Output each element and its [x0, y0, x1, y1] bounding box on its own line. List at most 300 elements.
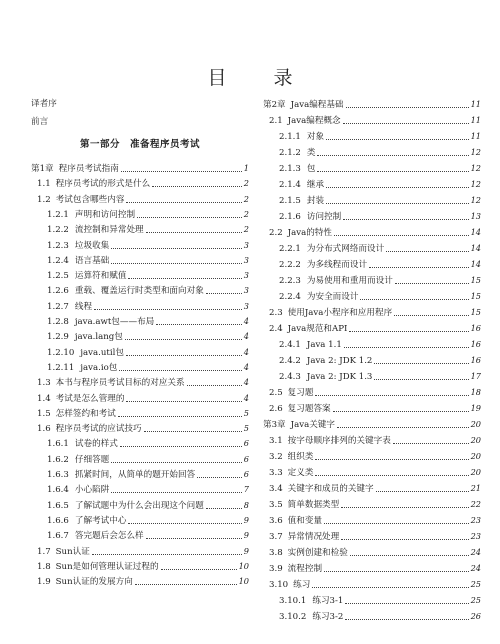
- entry-number: 2.1: [269, 116, 283, 126]
- dot-leader: [345, 602, 468, 604]
- entry-title: 流程控制: [287, 564, 323, 574]
- toc-entry[interactable]: [31, 466, 249, 482]
- toc-entry[interactable]: [31, 481, 249, 497]
- dot-leader: [312, 586, 468, 588]
- dot-leader: [120, 445, 242, 447]
- entry-title: 了解试题中为什么会出现这个问题: [74, 500, 204, 511]
- toc-entry[interactable]: [31, 328, 249, 344]
- entry-number: 3.10.1: [279, 596, 307, 606]
- entry-number: 1.2.8: [47, 317, 69, 327]
- entry-number: 1.2.9: [47, 332, 69, 343]
- entry-page: 11: [470, 131, 481, 141]
- toc-entry[interactable]: [263, 272, 481, 288]
- entry-title: Java 2: JDK 1.2: [306, 356, 373, 366]
- toc-entry[interactable]: [263, 544, 481, 560]
- entry-number: 2.1.2: [279, 148, 301, 158]
- entry-number: 1.2.10: [47, 347, 75, 358]
- entry-title: Java关键字: [290, 420, 335, 430]
- toc-entry[interactable]: [31, 313, 249, 329]
- entry-number: 2.1.4: [279, 180, 301, 190]
- dot-leader: [393, 442, 469, 444]
- entry-title: 为分布式网络而设计: [306, 244, 385, 254]
- entry-page: 18: [470, 387, 481, 397]
- toc-entry[interactable]: [31, 344, 249, 360]
- entry-page: 15: [470, 307, 481, 317]
- entry-title: Sun认证: [55, 546, 90, 557]
- entry-page: 20: [470, 467, 481, 477]
- entry-title: 类: [306, 148, 316, 158]
- toc-entry[interactable]: [263, 160, 481, 176]
- entry-title: Java编程概念: [287, 116, 341, 126]
- entry-page: 11: [470, 115, 481, 125]
- entry-title: 定义类: [287, 468, 314, 478]
- dot-leader: [146, 231, 242, 233]
- entry-page: 25: [470, 579, 481, 589]
- entry-number: 3.10: [269, 580, 289, 590]
- entry-title: 包: [306, 164, 316, 174]
- entry-title: 按字母顺序排列的关键字表: [287, 436, 391, 446]
- toc-entry[interactable]: [263, 144, 481, 160]
- toc-entry[interactable]: [31, 252, 249, 268]
- entry-number: 1.2.4: [47, 255, 69, 266]
- entry-number: 1.2.1: [47, 209, 69, 220]
- entry-title: 值和变量: [287, 516, 323, 526]
- entry-number: 1.8: [37, 561, 51, 572]
- dot-leader: [156, 323, 242, 325]
- entry-title: 了解考试中心: [74, 515, 127, 526]
- entry-title: 为易使用和重用而设计: [306, 276, 393, 286]
- entry-number: 3.7: [269, 532, 283, 542]
- entry-page: 19: [470, 403, 481, 413]
- entry-title: 本书与程序员考试目标的对应关系: [55, 378, 185, 389]
- dot-leader: [369, 266, 469, 268]
- dot-leader: [360, 298, 468, 300]
- entry-page: 14: [470, 227, 481, 237]
- dot-leader: [345, 618, 468, 620]
- entry-title: 练习3-1: [312, 596, 344, 606]
- dot-leader: [197, 476, 242, 478]
- toc-entry[interactable]: [263, 368, 481, 384]
- dot-leader: [350, 554, 469, 556]
- entry-page: 9: [243, 530, 249, 541]
- dot-leader: [337, 426, 469, 428]
- entry-title: Java规范和API: [287, 324, 348, 334]
- entry-page: 3: [243, 300, 249, 311]
- entry-title: 继承: [306, 180, 325, 190]
- entry-number: 2.2: [269, 228, 283, 238]
- entry-number: 2.3: [269, 308, 283, 318]
- dot-leader: [126, 354, 242, 356]
- entry-title: 声明和访问控制: [74, 209, 136, 220]
- dot-leader: [374, 378, 468, 380]
- entry-page: 5: [243, 407, 249, 418]
- dot-leader: [111, 461, 242, 463]
- toc-entry[interactable]: [31, 558, 249, 574]
- dot-leader: [374, 362, 468, 364]
- entry-page: 10: [238, 560, 249, 571]
- entry-title: 重载、覆盖运行时类型和面向对象: [74, 286, 204, 297]
- entry-number: 1.3: [37, 378, 51, 389]
- toc-entry[interactable]: [263, 352, 481, 368]
- entry-title: java.lang包: [74, 332, 123, 343]
- entry-number: 2.1.3: [279, 164, 301, 174]
- dot-leader: [346, 106, 469, 108]
- entry-number: 1.7: [37, 546, 51, 557]
- entry-page: 12: [470, 147, 481, 157]
- entry-title: 语言基础: [74, 255, 110, 266]
- toc-entry[interactable]: [263, 480, 481, 496]
- entry-title: 程序员考试的应试技巧: [55, 424, 142, 435]
- entry-number: 1.2.5: [47, 271, 69, 282]
- entry-title: 答完题后会怎么样: [74, 531, 144, 542]
- dot-leader: [344, 346, 469, 348]
- entry-page: 15: [470, 275, 481, 285]
- entry-page: 12: [470, 163, 481, 173]
- dot-leader: [324, 570, 469, 572]
- entry-page: 15: [470, 291, 481, 301]
- entry-page: 4: [243, 377, 249, 388]
- dot-leader: [92, 553, 242, 555]
- entry-page: 6: [243, 469, 249, 479]
- toc-entry[interactable]: [263, 496, 481, 512]
- entry-title: 译者序: [31, 99, 57, 109]
- dot-leader: [121, 170, 242, 172]
- entry-title: 流控制和异常处理: [74, 225, 144, 236]
- entry-page: 4: [243, 361, 249, 372]
- dot-leader: [128, 522, 241, 524]
- toc-entry[interactable]: [31, 390, 249, 406]
- entry-number: 2.4: [269, 324, 283, 334]
- dot-leader: [343, 218, 468, 220]
- toc-entry[interactable]: [31, 267, 249, 283]
- entry-title: Java的特性: [287, 228, 333, 238]
- entry-page: 8: [243, 499, 249, 510]
- toc-entry[interactable]: [31, 160, 249, 176]
- entry-number: 1.2.7: [47, 301, 69, 312]
- dot-leader: [326, 138, 469, 140]
- toc-entry[interactable]: [263, 240, 481, 256]
- entry-page: 24: [470, 547, 481, 557]
- entry-title: 简单数据类型: [287, 500, 340, 510]
- entry-number: 3.1: [269, 436, 283, 446]
- entry-number: 3.9: [269, 564, 283, 574]
- entry-title: Java 1.1: [306, 340, 342, 350]
- toc-entry[interactable]: [263, 448, 481, 464]
- dot-leader: [206, 507, 242, 509]
- entry-number: 2.2.2: [279, 260, 301, 270]
- toc-entry[interactable]: [31, 527, 249, 543]
- dot-leader: [94, 308, 242, 310]
- part-heading: 第一部分 准备程序员考试: [79, 139, 200, 150]
- dot-leader: [187, 384, 242, 386]
- entry-page: 3: [243, 254, 249, 265]
- dot-leader: [326, 186, 469, 188]
- dot-leader: [349, 330, 468, 332]
- dot-leader: [395, 282, 469, 284]
- dot-leader: [317, 170, 468, 172]
- entry-number: 3.4: [269, 484, 283, 494]
- toc-column-left: [31, 0, 249, 644]
- entry-number: 2.5: [269, 388, 283, 398]
- entry-title: 复习题: [287, 388, 314, 398]
- entry-number: 1.2.6: [47, 286, 69, 297]
- entry-page: 21: [470, 483, 481, 493]
- dot-leader: [341, 506, 468, 508]
- entry-title: 为安全而设计: [306, 292, 359, 302]
- entry-number: 2.4.3: [279, 372, 301, 382]
- dot-leader: [334, 234, 469, 236]
- toc-entry[interactable]: [31, 359, 249, 375]
- toc-entry[interactable]: [263, 256, 481, 272]
- toc-entry[interactable]: [263, 208, 481, 224]
- entry-page: 3: [243, 239, 249, 250]
- toc-entry[interactable]: [263, 128, 481, 144]
- dot-leader: [324, 522, 469, 524]
- entry-title: 试卷的样式: [74, 439, 118, 450]
- entry-number: 1.6.5: [47, 500, 69, 511]
- entry-title: 前言: [31, 117, 49, 127]
- entry-page: 16: [470, 323, 481, 333]
- entry-page: 6: [243, 453, 249, 464]
- dot-leader: [315, 458, 468, 460]
- entry-page: 17: [470, 371, 481, 381]
- toc-entry[interactable]: [263, 400, 481, 416]
- toc-entry[interactable]: [263, 576, 481, 592]
- entry-page: 14: [470, 243, 481, 253]
- entry-number: 1.6.2: [47, 454, 69, 465]
- entry-page: 20: [470, 419, 481, 429]
- entry-title: 程序员考试的形式是什么: [55, 179, 151, 190]
- dot-leader: [376, 490, 469, 492]
- toc-entry[interactable]: [31, 175, 249, 191]
- toc-entry[interactable]: [31, 114, 249, 130]
- entry-number: 1.2.2: [47, 225, 69, 236]
- toc-entry[interactable]: [31, 237, 249, 253]
- entry-page: 4: [243, 346, 249, 357]
- entry-number: 1.9: [37, 577, 51, 588]
- entry-number: 1.2.11: [47, 362, 75, 373]
- entry-number: 1.5: [37, 408, 51, 419]
- entry-page: 24: [470, 563, 481, 573]
- dot-leader: [125, 338, 242, 340]
- toc-entry[interactable]: [31, 206, 249, 222]
- entry-number: 第1章: [31, 164, 54, 174]
- toc-entry[interactable]: [31, 497, 249, 513]
- entry-title: 小心陷阱: [74, 485, 110, 496]
- dot-leader: [394, 314, 468, 316]
- entry-number: 2.2.3: [279, 276, 301, 286]
- toc-entry[interactable]: [31, 298, 249, 314]
- dot-leader: [206, 292, 242, 294]
- entry-number: 3.8: [269, 548, 283, 558]
- entry-number: 1.6.3: [47, 470, 69, 480]
- toc-entry[interactable]: [263, 224, 481, 240]
- toc-entry[interactable]: [263, 416, 481, 432]
- toc-column-right: [263, 0, 481, 644]
- dot-leader: [146, 537, 242, 539]
- dot-leader: [111, 247, 242, 249]
- entry-title: 练习3-2: [312, 612, 344, 622]
- dot-leader: [152, 185, 242, 187]
- entry-page: 10: [238, 576, 249, 587]
- dot-leader: [111, 262, 242, 264]
- toc-entry[interactable]: [31, 435, 249, 451]
- entry-page: 2: [243, 224, 249, 235]
- entry-page: 9: [243, 514, 249, 525]
- entry-title: Sun认证的发展方向: [55, 577, 133, 588]
- toc-entry[interactable]: [263, 320, 481, 336]
- toc-entry[interactable]: [263, 384, 481, 400]
- toc-entry[interactable]: [31, 543, 249, 559]
- page-title: 目 录: [207, 67, 307, 89]
- entry-title: Sun是如何管理认证过程的: [55, 561, 159, 572]
- entry-title: 复习题答案: [287, 404, 331, 414]
- toc-entry[interactable]: [31, 96, 249, 112]
- entry-title: java.awt包——布局: [74, 317, 155, 327]
- dot-leader: [144, 430, 242, 432]
- toc-entry[interactable]: [263, 176, 481, 192]
- entry-number: 1.6.4: [47, 485, 69, 496]
- toc-entry[interactable]: [263, 336, 481, 352]
- entry-title: Java 2: JDK 1.3: [306, 372, 373, 382]
- entry-title: 考试包含哪些内容: [55, 194, 125, 205]
- toc-entry[interactable]: [263, 304, 481, 320]
- entry-number: 3.3: [269, 468, 283, 478]
- entry-title: 仔细答题: [74, 454, 110, 465]
- entry-page: 2: [243, 193, 249, 204]
- entry-page: 16: [470, 355, 481, 365]
- toc-entry[interactable]: [31, 451, 249, 467]
- toc-entry[interactable]: [31, 420, 249, 436]
- entry-page: 3: [243, 270, 249, 281]
- dot-leader: [137, 216, 242, 218]
- dot-leader: [111, 491, 242, 493]
- entry-title: 怎样签约和考试: [55, 408, 116, 419]
- entry-title: java.util包: [80, 347, 124, 358]
- entry-page: 9: [243, 545, 249, 556]
- toc-entry[interactable]: [31, 405, 249, 421]
- entry-number: 2.6: [269, 404, 283, 414]
- toc-entry[interactable]: [31, 221, 249, 237]
- entry-number: 第3章: [263, 420, 286, 430]
- entry-number: 3.5: [269, 500, 283, 510]
- entry-title: 为多线程而设计: [306, 260, 368, 270]
- entry-number: 第2章: [263, 100, 286, 110]
- entry-title: 访问控制: [306, 212, 342, 222]
- entry-title: 垃圾收集: [74, 240, 110, 251]
- entry-title: 练习: [293, 580, 311, 590]
- entry-page: 4: [243, 316, 249, 326]
- dot-leader: [315, 394, 468, 396]
- entry-page: 23: [470, 515, 481, 525]
- dot-leader: [333, 410, 469, 412]
- entry-number: 2.2.4: [279, 292, 301, 302]
- toc-entry[interactable]: [263, 112, 481, 128]
- entry-number: 1.2.3: [47, 240, 69, 251]
- entry-page: 6: [243, 438, 249, 449]
- toc-entry[interactable]: [263, 592, 481, 608]
- entry-page: 20: [470, 451, 481, 461]
- entry-title: 运算符和赋值: [74, 271, 127, 282]
- toc-entry[interactable]: [31, 191, 249, 207]
- entry-number: 1.4: [37, 393, 51, 404]
- entry-title: 实例创建和检验: [287, 548, 348, 558]
- dot-leader: [118, 415, 242, 417]
- entry-page: 12: [470, 179, 481, 189]
- toc-entry[interactable]: [31, 374, 249, 390]
- entry-title: 使用Java小程序和应用程序: [287, 308, 393, 318]
- entry-number: 2.2.1: [279, 244, 301, 254]
- entry-number: 1.6.6: [47, 515, 69, 526]
- entry-page: 13: [470, 211, 481, 221]
- dot-leader: [341, 538, 468, 540]
- dot-leader: [161, 568, 237, 570]
- toc-entry[interactable]: [263, 96, 481, 112]
- dot-leader: [343, 122, 469, 124]
- entry-page: 12: [470, 195, 481, 205]
- toc-entry[interactable]: [263, 608, 481, 624]
- entry-title: 组织类: [287, 452, 314, 462]
- entry-number: 2.1.6: [279, 212, 301, 222]
- toc-entry[interactable]: [263, 192, 481, 208]
- entry-page: 7: [243, 484, 249, 495]
- entry-title: 抓紧时间，从简单的题开始回答: [74, 470, 196, 480]
- dot-leader: [135, 583, 237, 585]
- entry-page: 25: [470, 595, 481, 605]
- toc-entry[interactable]: [263, 432, 481, 448]
- toc-entry[interactable]: [263, 560, 481, 576]
- entry-number: 3.2: [269, 452, 283, 462]
- dot-leader: [126, 201, 241, 203]
- entry-page: 11: [470, 99, 481, 109]
- entry-page: 23: [470, 531, 481, 541]
- toc-entry[interactable]: [31, 512, 249, 528]
- toc-entry[interactable]: [263, 528, 481, 544]
- entry-page: 2: [243, 178, 249, 189]
- entry-page: 5: [243, 423, 249, 434]
- entry-number: 1.6.7: [47, 531, 69, 542]
- entry-title: 关键字和成员的关键字: [287, 484, 374, 494]
- entry-number: 3.6: [269, 516, 283, 526]
- entry-page: 20: [470, 435, 481, 445]
- entry-title: 考试是怎么管理的: [55, 393, 125, 404]
- toc-entry[interactable]: [263, 512, 481, 528]
- entry-title: java.io包: [80, 362, 118, 373]
- toc-entry[interactable]: [263, 464, 481, 480]
- entry-page: 16: [470, 339, 481, 349]
- entry-title: 封装: [306, 196, 325, 206]
- entry-number: 1.2: [37, 194, 51, 205]
- toc-entry[interactable]: [31, 282, 249, 298]
- entry-number: 1.1: [37, 179, 51, 190]
- entry-number: 1.6.1: [47, 439, 69, 450]
- dot-leader: [119, 369, 241, 371]
- dot-leader: [126, 400, 241, 402]
- entry-number: 2.1.5: [279, 196, 301, 206]
- entry-number: 3.10.2: [279, 612, 307, 622]
- dot-leader: [386, 250, 468, 252]
- entry-page: 2: [243, 208, 249, 219]
- entry-page: 3: [243, 285, 249, 296]
- entry-page: 26: [470, 611, 481, 621]
- entry-page: 1: [243, 163, 249, 173]
- toc-entry[interactable]: [263, 288, 481, 304]
- toc-entry[interactable]: [31, 573, 249, 589]
- entry-title: 程序员考试指南: [58, 164, 119, 174]
- entry-page: 22: [470, 499, 481, 509]
- entry-title: 异常情况处理: [287, 532, 340, 542]
- entry-title: 对象: [306, 132, 325, 142]
